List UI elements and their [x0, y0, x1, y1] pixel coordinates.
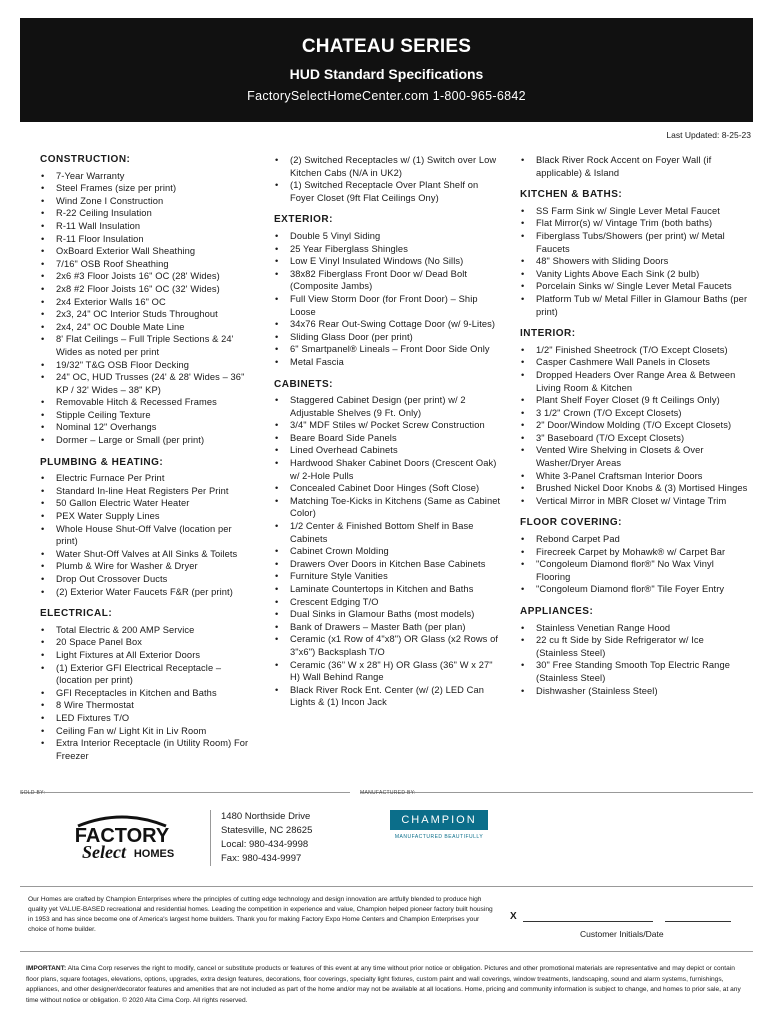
- plumbing-list: [40, 472, 256, 598]
- spec-item: • Electric Furnace Per Print: [40, 472, 256, 485]
- interior-list: [520, 344, 748, 508]
- spec-item: • "Congoleum Diamond flor®" Tile Foyer Entry: [520, 583, 748, 596]
- spec-item: • 3 1/2" Crown (T/O Except Closets): [520, 407, 748, 420]
- spec-item: • Dormer – Large or Small (per print): [40, 434, 256, 447]
- spec-item: • Brushed Nickel Door Knobs & (3) Mortised Hinges: [520, 482, 748, 495]
- contact-line: FactorySelectHomeCenter.com 1-800-965-6842: [247, 89, 526, 103]
- important-text: Alta Cima Corp reserves the right to modify, cancel or substitute products or features of this event at any time without prior notice or obligation. Pictures and other promotional materials are representative and may depict or contain floor plans, square footages, elevations, options, upgrades, extra design features, decorations, floor coverings, specialty light fixtures, custom paint and wall coverings, window treatments, landscaping, sound and alarm systems, furnishings, appliances, and other designer/decorator features and amenities that are not included as part of the home and/or may not be available at all locations. Home, pricing and community information is subject to change, and homes to prior sale, at any time without notice or obligation. © 2020 Alta Cima Corp. All rights reserved.: [26, 965, 741, 1004]
- header-banner: [20, 18, 753, 122]
- spec-item: • Stipple Ceiling Texture: [40, 409, 256, 422]
- spec-item: • 2" Door/Window Molding (T/O Except Closets): [520, 419, 748, 432]
- spec-item: • Matching Toe-Kicks in Kitchens (Same as Cabinet Color): [274, 495, 502, 520]
- spec-item: • Bank of Drawers – Master Bath (per plan): [274, 621, 502, 634]
- exterior-title: EXTERIOR:: [274, 214, 333, 226]
- spec-item: • "Congoleum Diamond flor®" No Wax Vinyl Flooring: [520, 558, 748, 583]
- spec-item: • Porcelain Sinks w/ Single Lever Metal Faucets: [520, 280, 748, 293]
- spec-item: • Vanity Lights Above Each Sink (2 bulb): [520, 268, 748, 281]
- spec-item: • Fiberglass Tubs/Showers (per print) w/ Metal Faucets: [520, 230, 748, 255]
- spec-item: • Low E Vinyl Insulated Windows (No Sills): [274, 255, 502, 268]
- spec-item: • 3" Baseboard (T/O Except Closets): [520, 432, 748, 445]
- spec-item: • Water Shut-Off Valves at All Sinks & Toilets: [40, 548, 256, 561]
- spec-item: • Nominal 12" Overhangs: [40, 421, 256, 434]
- column-2: [264, 142, 508, 782]
- logo-line3: HOMES: [133, 848, 175, 860]
- factory-select-logo: [58, 812, 186, 862]
- spec-item: • (1) Switched Receptacle Over Plant Shelf on Foyer Closet (9ft Flat Ceilings Ony): [274, 179, 502, 204]
- spec-item: • Vented Wire Shelving in Closets & Over Washer/Dryer Areas: [520, 444, 748, 469]
- spec-item: • Steel Frames (size per print): [40, 182, 256, 195]
- spec-item: • 7-Year Warranty: [40, 170, 256, 183]
- spec-item: • Platform Tub w/ Metal Filler in Glamour Baths (per print): [520, 293, 748, 318]
- spec-item: • 24" OC, HUD Trusses (24' & 28' Wides – 36" KP / 32' Wides – 38" KP): [40, 371, 256, 396]
- initials-x: X: [510, 911, 517, 922]
- logo-line1: FACTORY: [74, 825, 170, 847]
- spec-item: • Lined Overhead Cabinets: [274, 444, 502, 457]
- spec-item: • Black River Rock Ent. Center (w/ (2) LED Can Lights & (1) Incon Jack: [274, 684, 502, 709]
- spec-item: • (1) Exterior GFI Electrical Receptacle – (location per print): [40, 662, 256, 687]
- logo-line2: Select: [82, 842, 126, 862]
- last-updated: Last Updated: 8-25-23: [666, 130, 751, 140]
- spec-item: • Dual Sinks in Glamour Baths (most models): [274, 608, 502, 621]
- address-city: Statesville, NC 28625: [221, 825, 313, 836]
- spec-item: • Standard In-line Heat Registers Per Print: [40, 485, 256, 498]
- cabinets-list: [274, 394, 502, 709]
- spec-item: • Staggered Cabinet Design (per print) w/ 2 Adjustable Shelves (9 Ft. Only): [274, 394, 502, 419]
- seller-manufacturer-row: [20, 790, 753, 880]
- spec-item: • 19/32" T&G OSB Floor Decking: [40, 359, 256, 372]
- spec-item: • Light Fixtures at All Exterior Doors: [40, 649, 256, 662]
- spec-item: • Double 5 Vinyl Siding: [274, 230, 502, 243]
- spec-item: • Firecreek Carpet by Mohawk® w/ Carpet Bar: [520, 546, 748, 559]
- spec-item: • 2x4 Exterior Walls 16" OC: [40, 296, 256, 309]
- about-row: [20, 886, 753, 952]
- spec-item: • 8 Wire Thermostat: [40, 699, 256, 712]
- spec-item: • 22 cu ft Side by Side Refrigerator w/ Ice (Stainless Steel): [520, 634, 748, 659]
- spec-item: • 1/2 Center & Finished Bottom Shelf in Base Cabinets: [274, 520, 502, 545]
- spec-item: • Casper Cashmere Wall Panels in Closets: [520, 356, 748, 369]
- spec-item: • 2x8 #2 Floor Joists 16" OC (32' Wides): [40, 283, 256, 296]
- construction-list: [40, 170, 256, 447]
- electrical-cont-list: [274, 154, 502, 204]
- initials-field[interactable]: [523, 912, 653, 922]
- spec-item: • 7/16" OSB Roof Sheathing: [40, 258, 256, 271]
- exterior-list: [274, 230, 502, 369]
- spec-item: • 38x82 Fiberglass Front Door w/ Dead Bolt (Composite Jambs): [274, 268, 502, 293]
- spec-item: • Ceramic (x1 Row of 4"x8") OR Glass (x2 Rows of 3"x6") Backsplash T/O: [274, 633, 502, 658]
- kitchen-list: [520, 205, 748, 318]
- floor-title: FLOOR COVERING:: [520, 517, 622, 529]
- spec-item: • Extra Interior Receptacle (in Utility Room) For Freezer: [40, 737, 256, 762]
- spec-item: • Ceramic (36" W x 28" H) OR Glass (36" W x 27" H) Wall Behind Range: [274, 659, 502, 684]
- series-title: CHATEAU SERIES: [301, 36, 472, 57]
- spec-columns: [20, 142, 753, 782]
- spec-item: • Concealed Cabinet Door Hinges (Soft Close): [274, 482, 502, 495]
- kitchen-title: KITCHEN & BATHS:: [520, 189, 623, 201]
- address-local-phone: Local: 980-434-9998: [221, 839, 309, 850]
- spec-item: • 6" Smartpanel® Lineals – Front Door Side Only: [274, 343, 502, 356]
- spec-item: • Ceiling Fan w/ Light Kit in Liv Room: [40, 725, 256, 738]
- spec-item: • Full View Storm Door (for Front Door) – Ship Loose: [274, 293, 502, 318]
- important-label: IMPORTANT:: [26, 965, 67, 972]
- spec-item: • 25 Year Fiberglass Shingles: [274, 243, 502, 256]
- spec-item: • R-11 Wall Insulation: [40, 220, 256, 233]
- cabinets-title: CABINETS:: [274, 378, 333, 390]
- initials-label: Customer Initials/Date: [580, 929, 664, 939]
- spec-item: • Removable Hitch & Recessed Frames: [40, 396, 256, 409]
- spec-item: • 50 Gallon Electric Water Heater: [40, 497, 256, 510]
- spec-item: • Dishwasher (Stainless Steel): [520, 685, 748, 698]
- spec-item: • Drawers Over Doors in Kitchen Base Cabinets: [274, 558, 502, 571]
- electrical-list: [40, 624, 256, 763]
- address-street: 1480 Northside Drive: [221, 811, 311, 822]
- spec-item: • Metal Fascia: [274, 356, 502, 369]
- spec-item: • Dropped Headers Over Range Area & Between Living Room & Kitchen: [520, 369, 748, 394]
- column-1: [20, 142, 264, 782]
- spec-item: • Sliding Glass Door (per print): [274, 331, 502, 344]
- spec-item: • (2) Switched Receptacles w/ (1) Switch over Low Kitchen Cabs (N/A in UK2): [274, 154, 502, 179]
- spec-item: • Wind Zone I Construction: [40, 195, 256, 208]
- spec-item: • 2x3, 24" OC Interior Studs Throughout: [40, 308, 256, 321]
- spec-item: • Flat Mirror(s) w/ Vintage Trim (both baths): [520, 217, 748, 230]
- spec-item: • Drop Out Crossover Ducts: [40, 573, 256, 586]
- spec-item: • 2x4, 24" OC Double Mate Line: [40, 321, 256, 334]
- spec-item: • PEX Water Supply Lines: [40, 510, 256, 523]
- specs-subtitle: HUD Standard Specifications: [289, 66, 484, 82]
- spec-item: • Plumb & Wire for Washer & Dryer: [40, 560, 256, 573]
- spec-item: • Total Electric & 200 AMP Service: [40, 624, 256, 637]
- floor-list: [520, 533, 748, 596]
- electrical-title: ELECTRICAL:: [40, 608, 113, 620]
- spec-sheet: [20, 18, 753, 1008]
- initials-line: [510, 911, 750, 922]
- spec-item: • Plant Shelf Foyer Closet (9 ft Ceilings Only): [520, 394, 748, 407]
- spec-item: • SS Farm Sink w/ Single Lever Metal Faucet: [520, 205, 748, 218]
- date-field[interactable]: [665, 912, 731, 922]
- spec-item: • OxBoard Exterior Wall Sheathing: [40, 245, 256, 258]
- champion-tagline: MANUFACTURED BEAUTIFULLY: [394, 834, 484, 840]
- important-notice: [20, 964, 753, 1006]
- spec-item: • Whole House Shut-Off Valve (location per print): [40, 523, 256, 548]
- construction-title: CONSTRUCTION:: [40, 154, 131, 165]
- spec-item: • Cabinet Crown Molding: [274, 545, 502, 558]
- spec-item: • Laminate Countertops in Kitchen and Baths: [274, 583, 502, 596]
- spec-item: • Vertical Mirror in MBR Closet w/ Vintage Trim: [520, 495, 748, 508]
- appliances-list: [520, 622, 748, 698]
- manufactured-by-label: MANUFACTURED BY:: [360, 790, 416, 796]
- spec-item: • 8' Flat Ceilings – Full Triple Sections & 24' Wides as noted per print: [40, 333, 256, 358]
- champion-logo: [390, 810, 488, 860]
- cabinets-cont-list: [520, 154, 748, 179]
- about-paragraph: Our Homes are crafted by Champion Enterprises where the principles of cutting edge technology and design innovation are artfully blended to produce high quality yet VALUE-BASED recreational and residential homes. Leading the competition in experience and value, Champion helped pioneer factory built housing in 1953 and has since become one of America's largest home builders. Thank you for making Factory Expo Home Centers and Champion Enterprises your choice of home builder.: [28, 896, 493, 933]
- interior-title: INTERIOR:: [520, 328, 576, 340]
- spec-item: • 1/2" Finished Sheetrock (T/O Except Closets): [520, 344, 748, 357]
- spec-item: • LED Fixtures T/O: [40, 712, 256, 725]
- spec-item: • 20 Space Panel Box: [40, 636, 256, 649]
- spec-item: • Stainless Venetian Range Hood: [520, 622, 748, 635]
- spec-item: • 3/4" MDF Stiles w/ Pocket Screw Construction: [274, 419, 502, 432]
- spec-item: • Black River Rock Accent on Foyer Wall (if applicable) & Island: [520, 154, 748, 179]
- spec-item: • R-11 Floor Insulation: [40, 233, 256, 246]
- spec-item: • GFI Receptacles in Kitchen and Baths: [40, 687, 256, 700]
- spec-item: • 48" Showers with Sliding Doors: [520, 255, 748, 268]
- sold-by-label: SOLD BY:: [20, 790, 46, 796]
- spec-item: • 30" Free Standing Smooth Top Electric Range (Stainless Steel): [520, 659, 748, 684]
- champion-name: CHAMPION: [390, 810, 488, 830]
- spec-item: • Hardwood Shaker Cabinet Doors (Crescent Oak) w/ 2-Hole Pulls: [274, 457, 502, 482]
- spec-item: • Beare Board Side Panels: [274, 432, 502, 445]
- spec-item: • White 3-Panel Craftsman Interior Doors: [520, 470, 748, 483]
- appliances-title: APPLIANCES:: [520, 606, 594, 617]
- spec-item: • R-22 Ceiling Insulation: [40, 207, 256, 220]
- plumbing-title: PLUMBING & HEATING:: [40, 456, 164, 468]
- spec-item: • Furniture Style Vanities: [274, 570, 502, 583]
- spec-item: • Rebond Carpet Pad: [520, 533, 748, 546]
- spec-item: • Crescent Edging T/O: [274, 596, 502, 609]
- spec-item: • (2) Exterior Water Faucets F&R (per print): [40, 586, 256, 599]
- column-3: [508, 142, 752, 782]
- spec-item: • 34x76 Rear Out-Swing Cottage Door (w/ 9-Lites): [274, 318, 502, 331]
- address-block: [210, 810, 312, 866]
- spec-item: • 2x6 #3 Floor Joists 16" OC (28' Wides): [40, 270, 256, 283]
- address-fax: Fax: 980-434-9997: [221, 853, 302, 864]
